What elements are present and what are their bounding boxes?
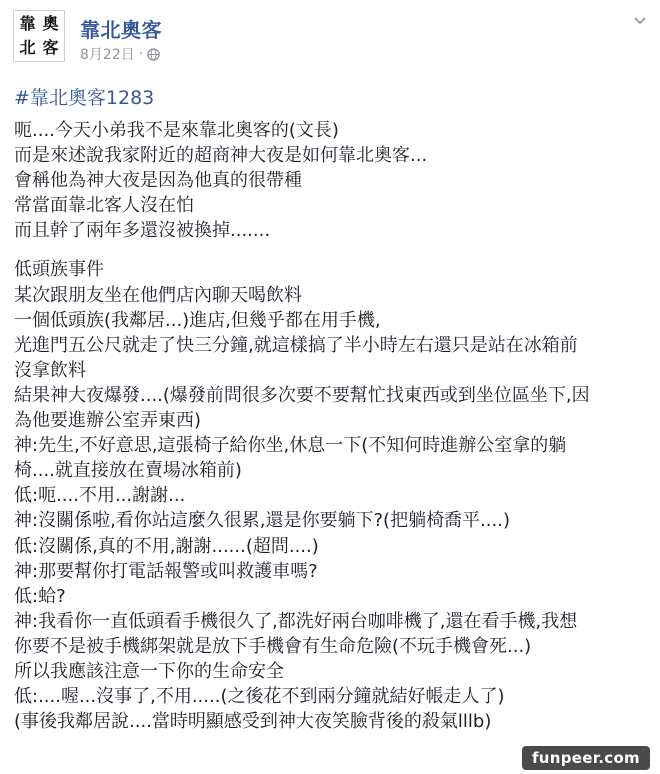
post-body	[14, 118, 650, 734]
text-line: 低:沒關係,真的不用,謝謝......(超問....)	[14, 535, 319, 557]
text-line: 光進門五公尺就走了快三分鐘,就這樣搞了半小時左右還只是站在冰箱前	[14, 334, 578, 356]
post-date[interactable]: 8月22日	[80, 47, 135, 63]
chevron-down-icon[interactable]	[632, 16, 648, 28]
avatar-char: 靠	[19, 14, 36, 33]
avatar-char: 奧	[42, 14, 59, 33]
text-line: 結果神大夜爆發....(爆發前問很多次要不要幫忙找東西或到坐位區坐下,因	[14, 384, 590, 406]
post-meta	[80, 44, 160, 64]
meta-separator: ·	[138, 46, 144, 62]
avatar-char: 北	[19, 38, 36, 57]
hashtag-link[interactable]: #靠北奧客1283	[14, 87, 155, 109]
text-line: 會稱他為神大夜是因為他真的很帶種	[14, 170, 302, 192]
text-line: 呃....今天小弟我不是來靠北奧客的(文長)	[14, 120, 339, 141]
paragraph-gap	[14, 243, 650, 257]
text-line: 神:那要幫你打電話報警或叫救護車嗎?	[14, 560, 318, 582]
text-line: 沒拿飲料	[14, 359, 86, 381]
text-line: 神:沒關係啦,看你站這麼久很累,還是你要躺下?(把躺椅喬平....)	[14, 510, 510, 532]
paragraph	[14, 257, 650, 734]
text-line: 低:蛤?	[14, 585, 66, 607]
text-line: 常當面靠北客人沒在怕	[14, 195, 194, 217]
text-line: 而是來述說我家附近的超商神大夜是如何靠北奧客...	[14, 145, 428, 167]
text-line: 椅....就直接放在賣場冰箱前)	[14, 460, 242, 482]
globe-icon[interactable]	[147, 48, 160, 61]
page-name[interactable]: 靠北奧客	[80, 18, 162, 42]
text-line: 神:我看你一直低頭看手機很久了,都洗好兩台咖啡機了,還在看手機,我想	[14, 610, 578, 632]
text-line: 所以我應該注意一下你的生命安全	[14, 660, 284, 682]
text-line: 某次跟朋友坐在他們店內聊天喝飲料	[14, 284, 302, 306]
post-header	[8, 6, 652, 66]
text-line: 而且幹了兩年多還沒被換掉.......	[14, 220, 271, 242]
paragraph	[14, 118, 650, 243]
text-line: 低:呃....不用...謝謝...	[14, 485, 186, 507]
text-line: (事後我鄰居說....當時明顯感受到神大夜笑臉背後的殺氣lllb)	[14, 711, 492, 733]
text-line: 為他要進辦公室弄東西)	[14, 410, 202, 432]
avatar[interactable]	[13, 10, 65, 62]
text-line: 神:先生,不好意思,這張椅子給你坐,休息一下(不知何時進辦公室拿的躺	[14, 435, 567, 457]
text-line: 低頭族事件	[14, 259, 104, 281]
avatar-char: 客	[42, 38, 59, 57]
text-line: 一個低頭族(我鄰居...)進店,但幾乎都在用手機,	[14, 309, 381, 331]
text-line: 低:....喔...沒事了,不用.....(之後花不到兩分鐘就結好帳走人了)	[14, 686, 505, 708]
text-line: 你要不是被手機綁架就是放下手機會有生命危險(不玩手機會死...)	[14, 635, 532, 657]
watermark: funpeer.com	[522, 746, 650, 770]
